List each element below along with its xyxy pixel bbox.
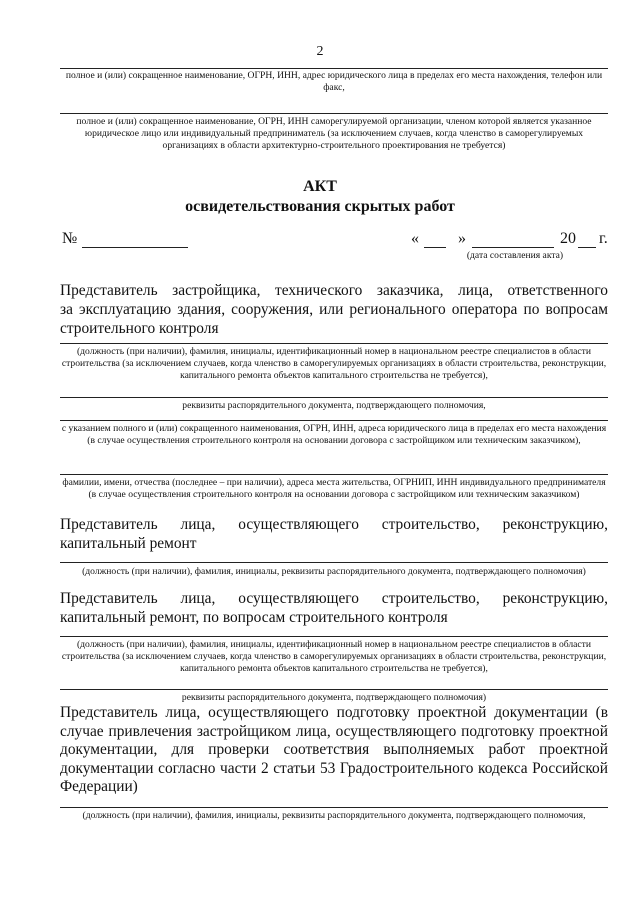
rep3-position-caption: (должность (при наличии), фамилия, инициалы, идентификационный номер в национальном реестре специалистов в области строительства (за исключением случаев, когда членство в саморегулируемых организациях в области строительства, реконструкции, капитального ремонта объектов капитального строительства не требуется), [61, 639, 607, 674]
rep4-heading: Представитель лица, осуществляющего подготовку проектной документации (в случае привлечения застройщиком лица, осуществляющего подготовку проектной документации, для проверки соответствия выполняемых работ проектной документации согласно части 2 статьи 53 Градостроительного кодекса Российской Федерации) [60, 704, 608, 796]
rep1-person-field[interactable] [60, 474, 608, 475]
rep1-org-caption: с указанием полного и (или) сокращенного наименования, ОГРН, ИНН, адреса юридического лица в пределах его места нахождения (в случае осуществления строительного контроля на основании договора с застройщиком или техническим заказчиком), [61, 423, 607, 446]
rep4-position-caption: (должность (при наличии), фамилия, инициалы, реквизиты распорядительного документа, подтверждающего полномочия, [82, 810, 586, 821]
sro-caption: полное и (или) сокращенное наименование, ОГРН, ИНН саморегулируемой организации, членом которой является указанное юридическое лицо или индивидуальный предприниматель (за исключением случаев, когда членство в саморегулируемых организациях в области архитектурно-строительного проектирования не требуется) [76, 116, 592, 151]
date-year-suffix: г. [599, 230, 608, 247]
date-year-field[interactable] [578, 247, 596, 248]
sro-field[interactable] [60, 113, 608, 114]
rep2-position-field[interactable] [60, 562, 608, 563]
date-day-field[interactable] [424, 247, 446, 248]
date-quote-open: « [411, 230, 419, 247]
rep4-position-field[interactable] [60, 807, 608, 808]
rep3-authority-field[interactable] [60, 689, 608, 690]
date-caption: (дата составления акта) [466, 250, 564, 261]
act-number-field[interactable] [82, 247, 188, 248]
rep1-authority-caption: реквизиты распорядительного документа, подтверждающего полномочия, [182, 400, 486, 411]
rep1-position-caption: (должность (при наличии), фамилия, инициалы, идентификационный номер в национальном реестре специалистов в области строительства (за исключением случаев, когда членство в саморегулируемых организациях в области строительства, реконструкции, капитального ремонта объектов капитального строительства не требуется), [61, 346, 607, 381]
rep1-person-caption: фамилии, имени, отчества (последнее – при наличии), адреса места жительства, ОГРНИП, ИНН индивидуального предпринимателя (в случае осуществления строительного контроля на основании договора с застройщиком или техническим заказчиком) [62, 477, 606, 500]
rep3-authority-caption: реквизиты распорядительного документа, подтверждающего полномочия) [181, 692, 487, 703]
act-title: АКТ [303, 178, 337, 195]
rep2-heading: Представитель лица, осуществляющего строительство, реконструкцию, капитальный ремонт [60, 516, 608, 552]
page-number: 2 [316, 44, 324, 59]
rep1-heading-line1: Представитель застройщика, технического заказчика, лица, ответственного [60, 282, 608, 299]
contractor-org-caption: полное и (или) сокращенное наименование, ОГРН, ИНН, адрес юридического лица в пределах его места нахождения, телефон или факс, [65, 70, 603, 93]
rep1-position-field[interactable] [60, 343, 608, 344]
rep1-authority-field[interactable] [60, 397, 608, 398]
rep3-heading: Представитель лица, осуществляющего строительство, реконструкцию, капитальный ремонт, по вопросам строительного контроля [60, 590, 608, 626]
rep1-org-field[interactable] [60, 420, 608, 421]
act-number-label: № [62, 230, 78, 247]
date-quote-close: » [458, 230, 466, 247]
contractor-org-field[interactable] [60, 68, 608, 69]
rep1-heading-rest: за эксплуатацию здания, сооружения, или регионального оператора по вопросам строительного контроля [60, 301, 608, 337]
rep3-position-field[interactable] [60, 636, 608, 637]
act-subtitle: освидетельствования скрытых работ [185, 198, 455, 215]
rep2-position-caption: (должность (при наличии), фамилия, инициалы, реквизиты распорядительного документа, подтверждающего полномочия) [82, 566, 586, 577]
date-month-field[interactable] [472, 247, 554, 248]
date-year-prefix: 20 [560, 230, 576, 247]
